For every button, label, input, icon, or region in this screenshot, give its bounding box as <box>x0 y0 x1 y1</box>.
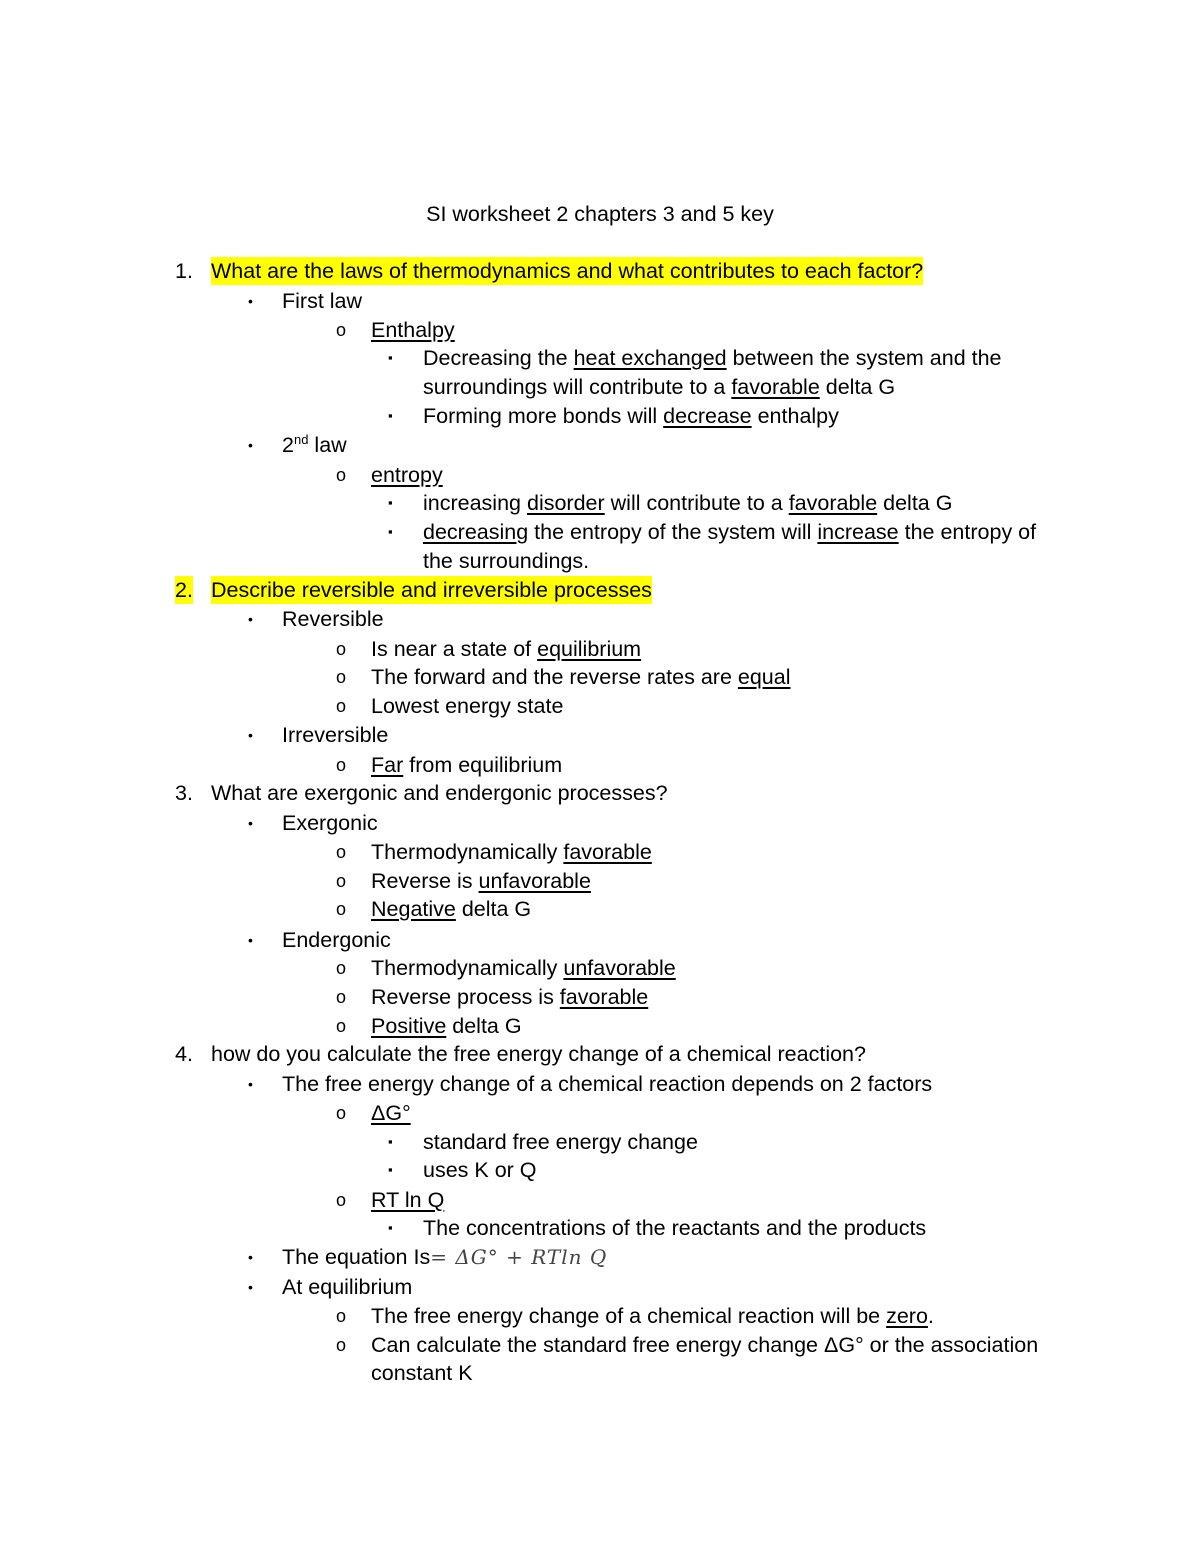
question-1 <box>0 257 1200 285</box>
question-number: 1. <box>175 259 193 283</box>
list-item-text: decreasing the entropy of the system will increase the entropy of <box>423 520 1037 544</box>
circle-bullet-icon: o <box>336 696 347 716</box>
list-item-reversible-2 <box>0 663 1200 691</box>
underlined-term: unfavorable <box>563 956 676 980</box>
list-item-exergonic-1 <box>0 838 1200 866</box>
list-item-text: uses K or Q <box>423 1158 537 1182</box>
list-item-text: Is near a state of equilibrium <box>371 637 642 661</box>
list-item-text: increasing disorder will contribute to a favorable delta G <box>423 491 953 515</box>
list-item-label <box>371 1186 444 1214</box>
list-item-text: Reverse process is favorable <box>371 985 649 1009</box>
list-item-text: Thermodynamically unfavorable <box>371 956 676 980</box>
list-item-enthalpy-1 <box>0 344 1200 372</box>
list-item-endergonic-1 <box>0 954 1200 982</box>
underlined-term: favorable <box>563 840 652 864</box>
list-item-text: surroundings will contribute to a favorable delta G <box>423 375 896 399</box>
underlined-term: heat exchanged <box>573 346 727 370</box>
circle-bullet-icon: o <box>336 465 347 485</box>
square-bullet-icon: ▪ <box>388 495 393 510</box>
question-number: 3. <box>175 781 193 805</box>
question-4 <box>0 1040 1200 1068</box>
underlined-term: unfavorable <box>478 869 591 893</box>
list-item-label <box>371 316 455 344</box>
list-item-label: At equilibrium <box>282 1275 413 1299</box>
underlined-term: RT ln Q <box>371 1188 445 1212</box>
list-item-enthalpy-1-cont <box>0 373 1200 401</box>
underlined-term: equilibrium <box>537 637 642 661</box>
underlined-term: Negative <box>371 897 456 921</box>
question-text: What are exergonic and endergonic processes? <box>211 781 668 805</box>
underlined-term: increase <box>817 520 899 544</box>
circle-bullet-icon: o <box>336 987 347 1007</box>
list-item-entropy-1 <box>0 489 1200 517</box>
circle-bullet-icon: o <box>336 1016 347 1036</box>
underlined-term: zero <box>886 1304 928 1328</box>
list-item-entropy <box>0 461 1200 489</box>
list-item-depends <box>0 1070 1200 1098</box>
list-item-label: Reversible <box>282 607 384 631</box>
list-item-text: Forming more bonds will decrease enthalpy <box>423 404 839 428</box>
question-text: Describe reversible and irreversible processes <box>211 578 652 602</box>
circle-bullet-icon: o <box>336 1335 347 1355</box>
circle-bullet-icon: o <box>336 842 347 862</box>
underlined-term: favorable <box>731 375 820 399</box>
circle-bullet-icon: o <box>336 320 347 340</box>
bullet-icon: • <box>248 932 253 948</box>
square-bullet-icon: ▪ <box>388 350 393 365</box>
circle-bullet-icon: o <box>336 1103 347 1123</box>
underlined-term: decreasing <box>423 520 529 544</box>
circle-bullet-icon: o <box>336 899 347 919</box>
list-item-text: The equation Is= ΔG° + RTln Q <box>282 1245 608 1269</box>
circle-bullet-icon: o <box>336 639 347 659</box>
underlined-term: decrease <box>663 404 752 428</box>
equation-image: = ΔG° + RTln Q <box>430 1245 608 1269</box>
list-item-at-equilibrium-2-cont <box>0 1359 1200 1387</box>
list-item-text: Thermodynamically favorable <box>371 840 652 864</box>
list-item-endergonic <box>0 926 1200 954</box>
underlined-term: Enthalpy <box>371 318 455 342</box>
list-item-text: The free energy change of a chemical reaction will be zero. <box>371 1304 934 1328</box>
list-item-text: Can calculate the standard free energy change ΔG° or the association <box>371 1333 1039 1357</box>
list-item-second-law <box>0 431 1200 459</box>
question-3 <box>0 779 1200 807</box>
list-item-irreversible-1 <box>0 751 1200 779</box>
question-text: What are the laws of thermodynamics and what contributes to each factor? <box>211 259 924 283</box>
list-item-first-law <box>0 287 1200 315</box>
page-title: SI worksheet 2 chapters 3 and 5 key <box>426 202 774 226</box>
bullet-icon: • <box>248 1076 253 1092</box>
underlined-term: entropy <box>371 463 443 487</box>
bullet-icon: • <box>248 815 253 831</box>
list-item-rtlnq-1 <box>0 1214 1200 1242</box>
circle-bullet-icon: o <box>336 1306 347 1326</box>
list-item-delta-g-1 <box>0 1128 1200 1156</box>
list-item-text: Negative delta G <box>371 897 532 921</box>
list-item-at-equilibrium-2 <box>0 1331 1200 1359</box>
square-bullet-icon: ▪ <box>388 408 393 423</box>
list-item-text: The forward and the reverse rates are equal <box>371 665 791 689</box>
circle-bullet-icon: o <box>336 1190 347 1210</box>
list-item-label <box>371 1099 411 1127</box>
circle-bullet-icon: o <box>336 755 347 775</box>
list-item-text: standard free energy change <box>423 1130 698 1154</box>
square-bullet-icon: ▪ <box>388 1162 393 1177</box>
list-item-text: constant K <box>371 1361 473 1385</box>
bullet-icon: • <box>248 437 253 453</box>
list-item-at-equilibrium-1 <box>0 1302 1200 1330</box>
underlined-term: equal <box>737 665 791 689</box>
question-text: how do you calculate the free energy change of a chemical reaction? <box>211 1042 866 1066</box>
list-item-text: Far from equilibrium <box>371 753 563 777</box>
question-number: 2. <box>175 578 193 602</box>
list-item-text: The concentrations of the reactants and the products <box>423 1216 927 1240</box>
list-item-reversible-1 <box>0 635 1200 663</box>
underlined-term: Positive <box>371 1014 447 1038</box>
question-number: 4. <box>175 1042 193 1066</box>
list-item-at-equilibrium <box>0 1273 1200 1301</box>
square-bullet-icon: ▪ <box>388 1134 393 1149</box>
list-item-label: Irreversible <box>282 723 389 747</box>
underlined-term: disorder <box>526 491 605 515</box>
circle-bullet-icon: o <box>336 667 347 687</box>
bullet-icon: • <box>248 293 253 309</box>
circle-bullet-icon: o <box>336 871 347 891</box>
list-item-delta-g-2 <box>0 1156 1200 1184</box>
list-item-enthalpy <box>0 316 1200 344</box>
list-item-label: First law <box>282 289 363 313</box>
bullet-icon: • <box>248 727 253 743</box>
underlined-term: ΔG° <box>371 1101 411 1125</box>
question-2 <box>0 576 1200 604</box>
list-item-exergonic <box>0 809 1200 837</box>
list-item-exergonic-2 <box>0 867 1200 895</box>
list-item-reversible <box>0 605 1200 633</box>
list-item-reversible-3 <box>0 692 1200 720</box>
list-item-text: the surroundings. <box>423 549 590 573</box>
list-item-equation <box>0 1243 1200 1271</box>
underlined-term: favorable <box>559 985 649 1009</box>
square-bullet-icon: ▪ <box>388 524 393 539</box>
list-item-label: 2nd law <box>282 431 347 457</box>
list-item-entropy-2-cont <box>0 547 1200 575</box>
bullet-icon: • <box>248 1249 253 1265</box>
list-item-endergonic-3 <box>0 1012 1200 1040</box>
list-item-text: Lowest energy state <box>371 694 564 718</box>
underlined-term: favorable <box>788 491 878 515</box>
list-item-label: Endergonic <box>282 928 391 952</box>
list-item-label: Exergonic <box>282 811 378 835</box>
list-item-enthalpy-2 <box>0 402 1200 430</box>
list-item-delta-g <box>0 1099 1200 1127</box>
list-item-endergonic-2 <box>0 983 1200 1011</box>
list-item-exergonic-3 <box>0 895 1200 923</box>
list-item-text: The free energy change of a chemical reaction depends on 2 factors <box>282 1072 933 1096</box>
list-item-text: Positive delta G <box>371 1014 522 1038</box>
list-item-label <box>371 461 443 489</box>
bullet-icon: • <box>248 1279 253 1295</box>
bullet-icon: • <box>248 611 253 627</box>
list-item-irreversible <box>0 721 1200 749</box>
underlined-term: Far <box>371 753 404 777</box>
list-item-rtlnq <box>0 1186 1200 1214</box>
square-bullet-icon: ▪ <box>388 1220 393 1235</box>
circle-bullet-icon: o <box>336 958 347 978</box>
list-item-text: Reverse is unfavorable <box>371 869 591 893</box>
list-item-entropy-2 <box>0 518 1200 546</box>
list-item-text: Decreasing the heat exchanged between the system and the <box>423 346 1002 370</box>
